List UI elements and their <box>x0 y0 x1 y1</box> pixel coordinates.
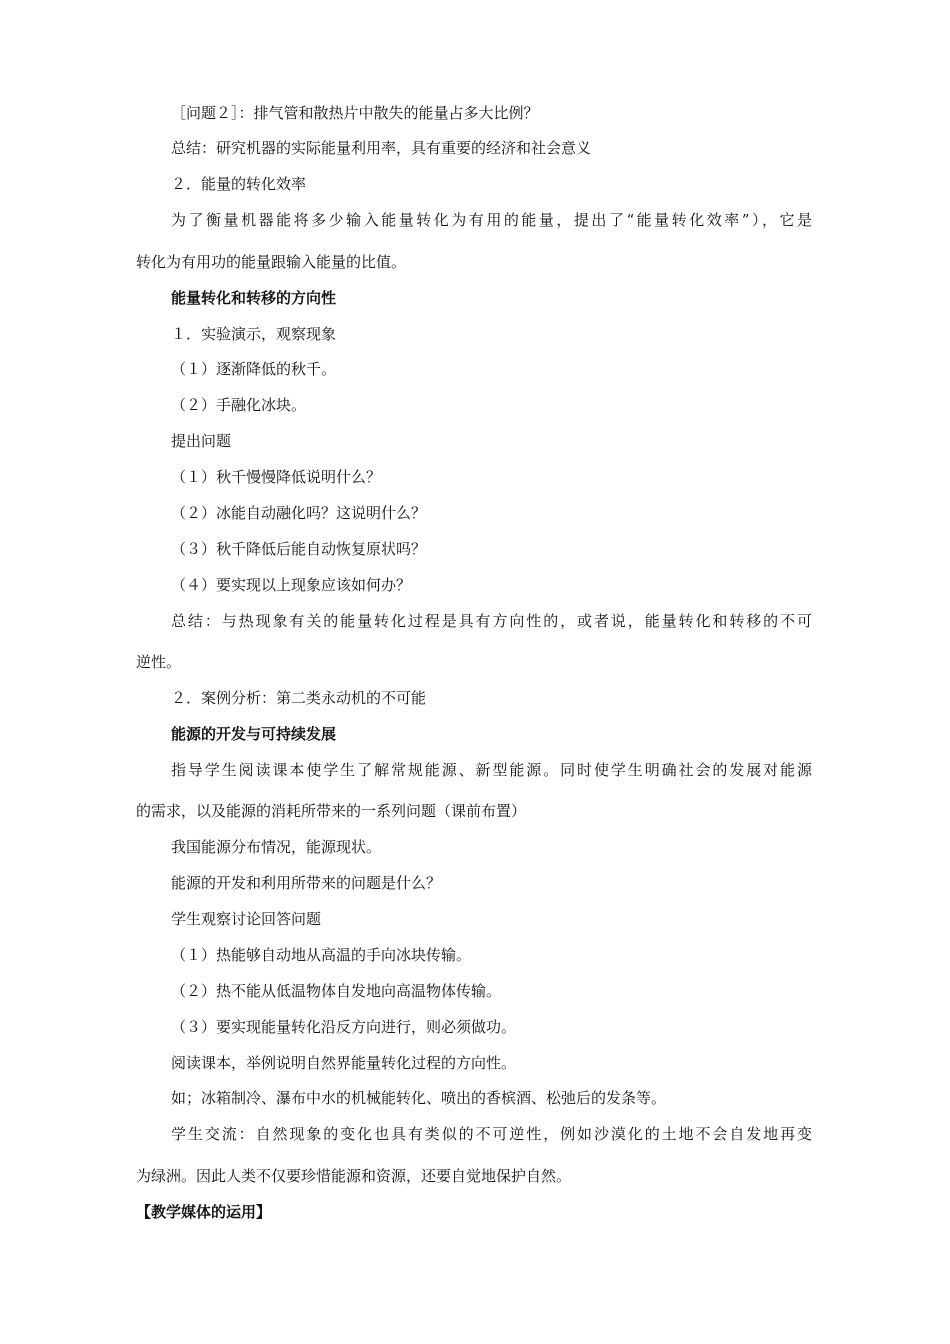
subheading-questions: 提出问题 <box>171 432 232 450</box>
list-item: （１）逐渐降低的秋千。 <box>171 360 337 378</box>
summary-line: 总结：研究机器的实际能量利用率，具有重要的经济和社会意义 <box>171 139 592 157</box>
list-item: （１）热能够自动地从高温的手向冰块传输。 <box>171 946 472 964</box>
section-heading-direction: 能量转化和转移的方向性 <box>171 289 337 307</box>
paragraph-line: 能源的开发和利用所带来的问题是什么？ <box>171 874 442 892</box>
subheading-discussion: 学生观察讨论回答问题 <box>171 910 322 928</box>
paragraph-line: 学生交流：自然现象的变化也具有类似的不可逆性，例如沙漠化的土地不会自发地再变 <box>171 1125 812 1143</box>
section-heading-energy-development: 能源的开发与可持续发展 <box>171 725 337 743</box>
paragraph-line: 转化为有用功的能量跟输入能量的比值。 <box>136 253 407 271</box>
list-item: （２）冰能自动融化吗？这说明什么？ <box>171 504 427 522</box>
subheading-conversion-efficiency: ２．能量的转化效率 <box>171 175 307 193</box>
paragraph-line: 如；冰箱制冷、瀑布中水的机械能转化、喷出的香槟酒、松弛后的发条等。 <box>171 1089 667 1107</box>
list-item: （２）热不能从低温物体自发地向高温物体传输。 <box>171 982 502 1000</box>
list-item: （３）要实现能量转化沿反方向进行，则必须做功。 <box>171 1018 517 1036</box>
paragraph-line: 阅读课本，举例说明自然界能量转化过程的方向性。 <box>171 1054 517 1072</box>
paragraph-line: 逆性。 <box>136 653 182 671</box>
paragraph-line: 为了衡量机器能将多少输入能量转化为有用的能量，提出了“能量转化效率”），它是 <box>171 211 812 229</box>
subheading-case-analysis: ２．案例分析：第二类永动机的不可能 <box>171 689 427 707</box>
list-item: （２）手融化冰块。 <box>171 396 307 414</box>
question-2-line: ［问题２］：排气管和散热片中散失的能量占多大比例？ <box>171 104 539 122</box>
paragraph-line: 我国能源分布情况，能源现状。 <box>171 838 382 856</box>
paragraph-line: 总结：与热现象有关的能量转化过程是具有方向性的，或者说，能量转化和转移的不可 <box>171 612 812 630</box>
paragraph-line: 的需求，以及能源的消耗所带来的一系列问题（课前布置） <box>136 802 527 820</box>
subheading-experiment: １．实验演示，观察现象 <box>171 325 337 343</box>
paragraph-line: 指导学生阅读课本使学生了解常规能源、新型能源。同时使学生明确社会的发展对能源 <box>171 761 812 779</box>
list-item: （４）要实现以上现象应该如何办？ <box>171 576 412 594</box>
list-item: （３）秋千降低后能自动恢复原状吗？ <box>171 540 427 558</box>
section-heading-teaching-media: 【教学媒体的运用】 <box>136 1203 272 1221</box>
paragraph-line: 为绿洲。因此人类不仅要珍惜能源和资源，还要自觉地保护自然。 <box>136 1167 572 1185</box>
list-item: （１）秋千慢慢降低说明什么？ <box>171 468 382 486</box>
